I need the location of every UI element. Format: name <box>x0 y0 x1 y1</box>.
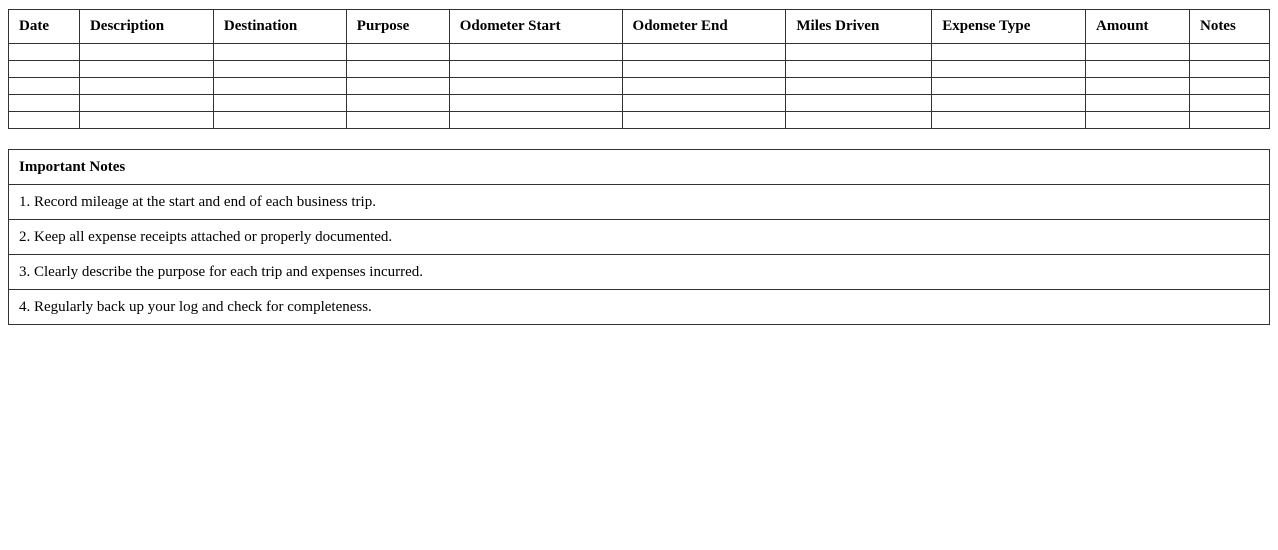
header-row <box>9 10 1270 44</box>
table-row <box>9 112 1270 129</box>
table-cell[interactable] <box>1189 112 1269 129</box>
table-cell[interactable] <box>622 78 786 95</box>
table-cell[interactable] <box>346 78 449 95</box>
table-cell[interactable] <box>9 78 80 95</box>
column-header: Date <box>9 10 80 44</box>
table-cell[interactable] <box>932 112 1086 129</box>
table-cell[interactable] <box>9 44 80 61</box>
note-item: 1. Record mileage at the start and end of each business trip. <box>9 185 1270 220</box>
notes-title: Important Notes <box>9 150 1270 185</box>
table-cell[interactable] <box>1189 78 1269 95</box>
table-cell[interactable] <box>1086 78 1190 95</box>
column-header: Odometer Start <box>449 10 622 44</box>
table-cell[interactable] <box>449 78 622 95</box>
table-cell[interactable] <box>79 61 213 78</box>
table-cell[interactable] <box>79 44 213 61</box>
table-cell[interactable] <box>449 61 622 78</box>
table-cell[interactable] <box>1086 112 1190 129</box>
table-cell[interactable] <box>1189 61 1269 78</box>
table-cell[interactable] <box>213 61 346 78</box>
table-cell[interactable] <box>932 61 1086 78</box>
table-cell[interactable] <box>9 95 80 112</box>
table-cell[interactable] <box>449 95 622 112</box>
table-row <box>9 78 1270 95</box>
table-cell[interactable] <box>786 61 932 78</box>
table-cell[interactable] <box>622 44 786 61</box>
note-item: 4. Regularly back up your log and check for completeness. <box>9 290 1270 325</box>
table-cell[interactable] <box>786 44 932 61</box>
column-header: Purpose <box>346 10 449 44</box>
table-cell[interactable] <box>346 61 449 78</box>
column-header: Miles Driven <box>786 10 932 44</box>
table-cell[interactable] <box>79 95 213 112</box>
column-header: Notes <box>1189 10 1269 44</box>
table-cell[interactable] <box>79 112 213 129</box>
table-cell[interactable] <box>79 78 213 95</box>
table-cell[interactable] <box>346 95 449 112</box>
table-cell[interactable] <box>346 112 449 129</box>
column-header: Destination <box>213 10 346 44</box>
table-cell[interactable] <box>786 95 932 112</box>
table-cell[interactable] <box>449 44 622 61</box>
table-cell[interactable] <box>1189 44 1269 61</box>
column-header: Description <box>79 10 213 44</box>
table-cell[interactable] <box>213 78 346 95</box>
table-cell[interactable] <box>9 61 80 78</box>
table-cell[interactable] <box>1086 44 1190 61</box>
table-cell[interactable] <box>932 95 1086 112</box>
table-cell[interactable] <box>622 112 786 129</box>
table-cell[interactable] <box>932 78 1086 95</box>
important-notes-table <box>8 149 1270 325</box>
table-cell[interactable] <box>346 44 449 61</box>
table-cell[interactable] <box>1189 95 1269 112</box>
mileage-log-table <box>8 9 1270 129</box>
table-cell[interactable] <box>213 112 346 129</box>
table-cell[interactable] <box>786 78 932 95</box>
table-row <box>9 95 1270 112</box>
note-item: 3. Clearly describe the purpose for each trip and expenses incurred. <box>9 255 1270 290</box>
table-cell[interactable] <box>9 112 80 129</box>
table-cell[interactable] <box>213 95 346 112</box>
table-cell[interactable] <box>449 112 622 129</box>
table-cell[interactable] <box>622 61 786 78</box>
table-cell[interactable] <box>1086 61 1190 78</box>
table-row <box>9 61 1270 78</box>
table-cell[interactable] <box>213 44 346 61</box>
column-header: Expense Type <box>932 10 1086 44</box>
table-cell[interactable] <box>1086 95 1190 112</box>
column-header: Amount <box>1086 10 1190 44</box>
table-cell[interactable] <box>622 95 786 112</box>
note-item: 2. Keep all expense receipts attached or properly documented. <box>9 220 1270 255</box>
column-header: Odometer End <box>622 10 786 44</box>
table-cell[interactable] <box>932 44 1086 61</box>
table-cell[interactable] <box>786 112 932 129</box>
table-row <box>9 44 1270 61</box>
